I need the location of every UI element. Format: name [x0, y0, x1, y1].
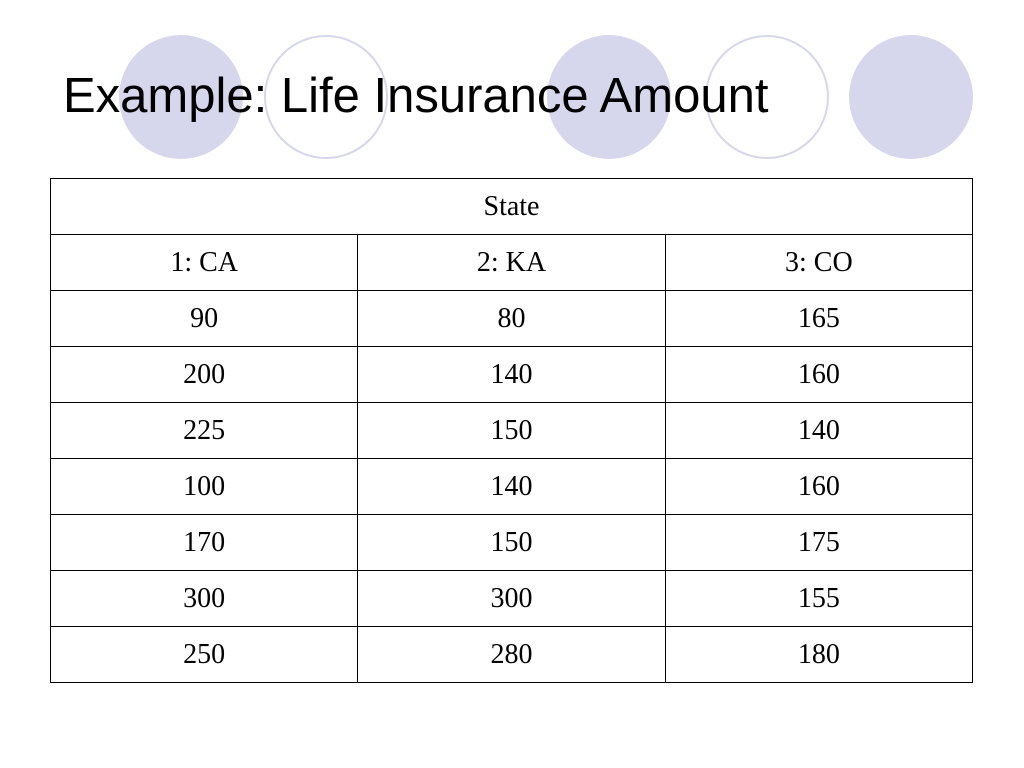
slide-title: Example: Life Insurance Amount	[63, 69, 769, 123]
table-cell: 160	[665, 459, 972, 515]
table-row	[51, 571, 973, 627]
table-row	[51, 627, 973, 683]
table-cell: 140	[665, 403, 972, 459]
table-cell: 140	[358, 347, 665, 403]
table-cell: 140	[358, 459, 665, 515]
table-group-header-row	[51, 179, 973, 235]
table-cell: 170	[51, 515, 358, 571]
table-row	[51, 403, 973, 459]
table-cell: 300	[358, 571, 665, 627]
table-cell: 150	[358, 403, 665, 459]
table-cell: 200	[51, 347, 358, 403]
table-cell: 155	[665, 571, 972, 627]
column-header-cell: 3: CO	[665, 235, 972, 291]
table-cell: 90	[51, 291, 358, 347]
column-header-cell: 1: CA	[51, 235, 358, 291]
table-row	[51, 291, 973, 347]
table-cell: 180	[665, 627, 972, 683]
table-row	[51, 347, 973, 403]
table-row	[51, 459, 973, 515]
table-cell: 100	[51, 459, 358, 515]
table-cell: 165	[665, 291, 972, 347]
table-cell: 250	[51, 627, 358, 683]
decorative-circle-filled	[849, 35, 973, 159]
table-cell: 80	[358, 291, 665, 347]
table-column-header-row	[51, 235, 973, 291]
table-cell: 280	[358, 627, 665, 683]
column-header-cell: 2: KA	[358, 235, 665, 291]
table-cell: 150	[358, 515, 665, 571]
table-row	[51, 515, 973, 571]
table-cell: 225	[51, 403, 358, 459]
table-cell: 160	[665, 347, 972, 403]
table-cell: 175	[665, 515, 972, 571]
insurance-table	[50, 178, 973, 683]
group-header-cell: State	[51, 179, 973, 235]
table-cell: 300	[51, 571, 358, 627]
